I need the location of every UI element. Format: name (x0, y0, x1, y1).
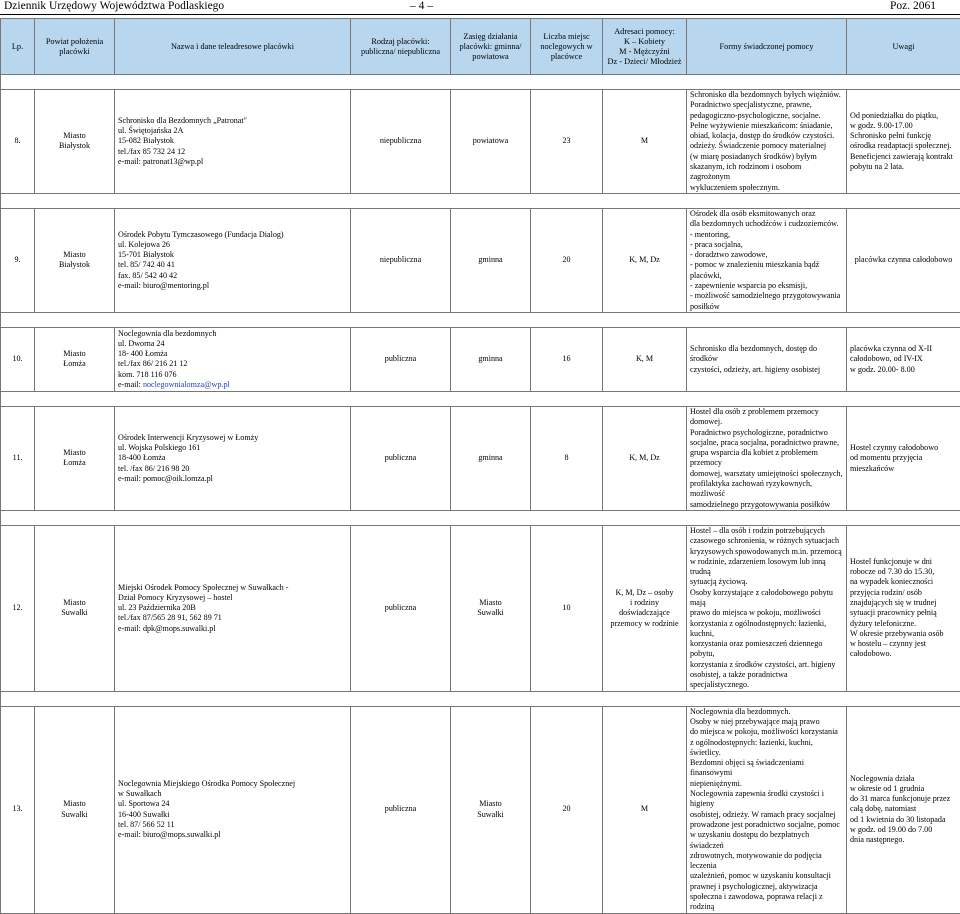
cell-uwagi: Hostel czynny całodobowo od momentu przyjęcia mieszkańców (847, 406, 960, 510)
journal-title: Dziennik Urzędowy Województwa Podlaskiego (4, 0, 224, 13)
col-header-lp: Lp. (1, 19, 35, 75)
cell-miejsca: 20 (531, 208, 603, 312)
cell-nazwa: Noclegownia Miejskiego Ośrodka Pomocy Społecznej w Suwałkach ul. Sportowa 24 16-400 Suwałki tel. 87/ 566 52 11 e-mail: biuro@mops.suwalki.pl (115, 706, 351, 913)
cell-uwagi: Noclegownia działa w okresie od 1 grudnia do 31 marca funkcjonuje przez całą dobę, natomiast od 1 kwietnia do 30 listopada w godz. od 19.00 do 7.00 dnia następnego. (847, 706, 960, 913)
cell-miejsca: 16 (531, 327, 603, 391)
cell-lp: 11. (1, 406, 35, 510)
cell-formy: Schronisko dla bezdomnych, dostęp do środków czystości, odzieży, art. higieny osobistej (687, 327, 847, 391)
cell-adresaci: K, M, Dz (603, 406, 687, 510)
header-rule (0, 14, 960, 15)
email-link[interactable]: noclegownialomza@wp.pl (143, 380, 230, 389)
col-header-uwagi: Uwagi (847, 19, 960, 75)
col-header-adresaci: Adresaci pomocy: K – Kobiety M - Mężczyźni Dz - Dzieci/ Młodzież (603, 19, 687, 75)
cell-adresaci: K, M, Dz (603, 208, 687, 312)
cell-zasieg: gminna (451, 406, 531, 510)
cell-uwagi: placówka czynna całodobowo (847, 208, 960, 312)
cell-rodzaj: niepubliczna (351, 90, 451, 194)
cell-powiat: Miasto Białystok (35, 90, 115, 194)
cell-nazwa: Miejski Ośrodek Pomocy Społecznej w Suwałkach - Dział Pomocy Kryzysowej – hostel ul. 23 Października 20B tel./fax 87/565 28 91, 562 89 71 e-mail: dpk@mops.suwalki.pl (115, 525, 351, 691)
col-header-miejsca: Liczba miejsc noclegowych w placówce (531, 19, 603, 75)
cell-lp: 13. (1, 706, 35, 913)
cell-powiat: Miasto Suwałki (35, 525, 115, 691)
cell-adresaci: K, M (603, 327, 687, 391)
table-row (1, 90, 960, 194)
cell-formy: Hostel – dla osób i rodzin potrzebujących czasowego schronienia, w różnych sytuacjach kryzysowych spowodowanych m.in. przemocą w rodzinie, zdarzeniem losowym lub inną trudną sytuacją życiową. Osoby korzystające z całodobowego pobytu mają prawo do miejsca w pokoju, możliwości korzystania z ogólnodostępnych: łazienki, kuchni, korzystania oraz pomieszczeń dziennego pobytu, korzystania z środków czystości, art. higieny osobistej, a także poradnictwa specjalistycznego. (687, 525, 847, 691)
table-header-row (1, 19, 960, 75)
cell-miejsca: 10 (531, 525, 603, 691)
facilities-table (0, 18, 960, 914)
table-row (1, 525, 960, 691)
cell-adresaci: K, M, Dz – osoby i rodziny doświadczające przemocy w rodzinie (603, 525, 687, 691)
cell-rodzaj: niepubliczna (351, 208, 451, 312)
cell-zasieg: gminna (451, 208, 531, 312)
cell-zasieg: gminna (451, 327, 531, 391)
cell-formy: Ośrodek dla osób eksmitowanych oraz dla bezdomnych uchodźców i cudzoziemców. - mentoring, - praca socjalna, - doradztwo zawodowe, - pomoc w znalezieniu mieszkania bądź placówki, - zapewnienie wsparcia po eksmisji, - możliwość samodzielnego przygotowywania posiłków (687, 208, 847, 312)
table-row (1, 208, 960, 312)
cell-zasieg: Miasto Suwałki (451, 525, 531, 691)
cell-powiat: Miasto Suwałki (35, 706, 115, 913)
cell-miejsca: 23 (531, 90, 603, 194)
cell-rodzaj: publiczna (351, 706, 451, 913)
email-label: e-mail: (118, 380, 143, 389)
page-header (0, 0, 960, 15)
cell-formy: Noclegownia dla bezdomnych. Osoby w niej przebywające mają prawo do miejsca w pokoju, możliwości korzystania z ogólnodostępnych: łazienki, kuchni, świetlicy. Bezdomni objęci są świadczeniami finansowymi niepieniężnymi. Noclegownia zapewnia środki czystości i higieny osobistej, odzieży. W ramach pracy socjalnej prowadzone jest poradnictwo socjalne, pomoc w uzyskaniu dostępu do bezpłatnych świadczeń zdrowotnych, motywowanie do podjęcia leczenia uzależnień, pomoc w uzyskaniu konsultacji prawnej i psychologicznej, aktywizacja społeczna i zawodowa, poprawa relacji z rodziną (687, 706, 847, 913)
cell-adresaci: M (603, 706, 687, 913)
cell-zasieg: powiatowa (451, 90, 531, 194)
cell-uwagi: Od poniedziałku do piątku, w godz. 9.00-17.00 Schronisko pełni funkcję ośrodka readaptacji społecznej. Beneficjenci zawierają kontrakt pobytu na 2 lata. (847, 90, 960, 194)
cell-uwagi: Hostel funkcjonuje w dni robocze od 7.30 do 15.30, na wypadek konieczności przyjęcia rodzin/ osób znajdujących się w trudnej sytuacji pracownicy pełnią dyżury telefoniczne. W okresie przebywania osób w hostelu – czynny jest całodobowo. (847, 525, 960, 691)
cell-nazwa (115, 327, 351, 391)
page-number: – 4 – (410, 0, 433, 13)
cell-powiat: Miasto Łomża (35, 406, 115, 510)
table-row (1, 706, 960, 913)
col-header-powiat: Powiat położenia placówki (35, 19, 115, 75)
cell-miejsca: 20 (531, 706, 603, 913)
cell-rodzaj: publiczna (351, 327, 451, 391)
cell-nazwa: Ośrodek Pobytu Tymczasowego (Fundacja Dialog) ul. Kolejowa 26 15-701 Białystok tel. 85/ 742 40 41 fax. 85/ 542 40 42 e-mail: biuro@mentoring.pl (115, 208, 351, 312)
cell-nazwa: Schronisko dla Bezdomnych „Patronat" ul. Świętojańska 2A 15-082 Białystok tel./fax 85 732 24 12 e-mail: patronat13@wp.pl (115, 90, 351, 194)
cell-miejsca: 8 (531, 406, 603, 510)
col-header-zasieg: Zasięg działania placówki: gminna/ powiatowa (451, 19, 531, 75)
col-header-nazwa: Nazwa i dane teleadresowe placówki (115, 19, 351, 75)
col-header-rodzaj: Rodzaj placówki: publiczna/ niepubliczna (351, 19, 451, 75)
cell-lp: 10. (1, 327, 35, 391)
cell-rodzaj: publiczna (351, 525, 451, 691)
cell-formy: Schronisko dla bezdomnych byłych więźniów. Poradnictwo specjalistyczne, prawne, pedagogiczno-psychologiczne, socjalne. Pełne wyżywienie mieszkańcom: śniadanie, obiad, kolacja, dostęp do środków czystości. odzieży. Świadczenie pomocy materialnej (w miarę posiadanych środków) byłym skazanym, ich rodzinom i osobom zagrożonym wykluczeniem społecznym. (687, 90, 847, 194)
cell-nazwa: Ośrodek Interwencji Kryzysowej w Łomży ul. Wojska Polskiego 161 18-400 Łomża tel. /fax 86/ 216 98 20 e-mail: pomoc@oik.lomza.pl (115, 406, 351, 510)
cell-powiat: Miasto Łomża (35, 327, 115, 391)
cell-lp: 9. (1, 208, 35, 312)
table-row (1, 406, 960, 510)
table-row (1, 327, 960, 391)
cell-lp: 12. (1, 525, 35, 691)
cell-formy: Hostel dla osób z problemem przemocy domowej. Poradnictwo psychologiczne, poradnictwo socjalne, praca socjalna, poradnictwo prawne, grupa wsparcia dla kobiet z problemem przemocy domowej, warsztaty umiejętności społecznych, profilaktyka zachowań ryzykownych, możliwość samodzielnego przygotowywania posiłków (687, 406, 847, 510)
cell-powiat: Miasto Białystok (35, 208, 115, 312)
col-header-formy: Formy świadczonej pomocy (687, 19, 847, 75)
position-number: Poz. 2061 (890, 0, 936, 13)
cell-lp: 8. (1, 90, 35, 194)
cell-nazwa-text: Noclegownia dla bezdomnych ul. Dworna 24 18- 400 Łomża tel./fax 86/ 216 21 12 kom. 718 116 076 (118, 329, 347, 380)
cell-uwagi: placówka czynna od X-II całodobowo, od IV-IX w godz. 20.00- 8.00 (847, 327, 960, 391)
cell-adresaci: M (603, 90, 687, 194)
cell-zasieg: Miasto Suwałki (451, 706, 531, 913)
cell-rodzaj: publiczna (351, 406, 451, 510)
